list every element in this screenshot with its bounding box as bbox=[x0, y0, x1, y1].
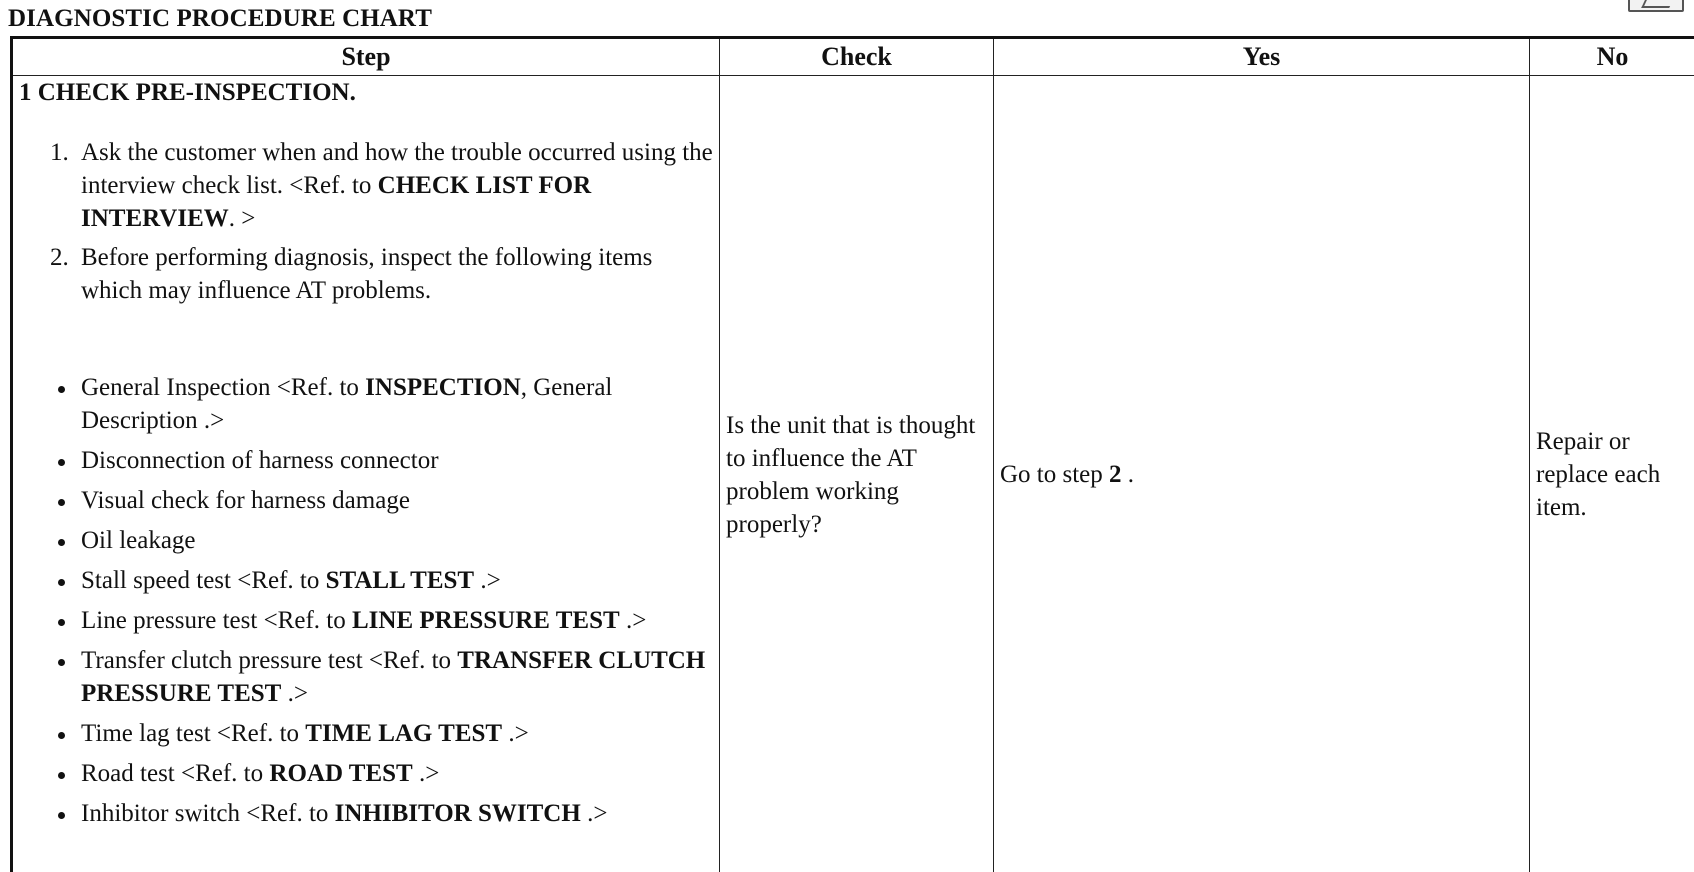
step-title: 1 CHECK PRE-INSPECTION. bbox=[19, 79, 356, 106]
list-item bbox=[75, 241, 719, 307]
item-text: Stall speed test <Ref. to bbox=[81, 567, 326, 594]
header-check: Check bbox=[720, 38, 994, 76]
list-item bbox=[75, 484, 719, 517]
list-item bbox=[75, 564, 719, 597]
item-text: Time lag test <Ref. to bbox=[81, 720, 306, 747]
list-item bbox=[75, 524, 719, 557]
item-text: General Inspection <Ref. to bbox=[81, 374, 366, 401]
list-item bbox=[75, 371, 719, 437]
table-row bbox=[12, 76, 1694, 872]
list-item bbox=[75, 136, 719, 235]
table-header-row bbox=[12, 38, 1694, 76]
header-no: No bbox=[1530, 38, 1694, 76]
item-text: .> bbox=[502, 720, 529, 747]
ref-link[interactable]: STALL TEST bbox=[325, 567, 475, 594]
numbered-instructions bbox=[19, 136, 719, 307]
ref-link[interactable]: TRANSFER CLUTCH PRESSURE TEST bbox=[81, 647, 706, 707]
item-text: .> bbox=[281, 680, 308, 707]
item-text: Transfer clutch pressure test <Ref. to bbox=[81, 647, 458, 674]
item-text: , General Description .> bbox=[81, 374, 613, 434]
yes-cell bbox=[994, 76, 1530, 872]
header-step: Step bbox=[12, 38, 720, 76]
ref-link[interactable]: INHIBITOR SWITCH bbox=[334, 800, 581, 827]
ref-link[interactable]: TIME LAG TEST bbox=[305, 720, 503, 747]
diagnostic-procedure-table bbox=[10, 36, 1694, 872]
item-text: Road test <Ref. to bbox=[81, 760, 270, 787]
item-text: Line pressure test <Ref. to bbox=[81, 607, 352, 634]
yes-text: . bbox=[1121, 461, 1135, 488]
book-icon[interactable] bbox=[1628, 0, 1684, 12]
item-text: Inhibitor switch <Ref. to bbox=[81, 800, 335, 827]
check-cell: Is the unit that is thought to influence the AT problem working properly? bbox=[720, 76, 994, 872]
list-item bbox=[75, 757, 719, 790]
ref-link[interactable]: ROAD TEST bbox=[269, 760, 413, 787]
list-item bbox=[75, 444, 719, 477]
list-item bbox=[75, 717, 719, 750]
step-cell bbox=[12, 76, 720, 872]
list-item bbox=[75, 797, 719, 830]
step-link[interactable]: 2 bbox=[1109, 461, 1122, 488]
page-title: DIAGNOSTIC PROCEDURE CHART bbox=[8, 5, 432, 32]
no-cell: Repair or replace each item. bbox=[1530, 76, 1694, 872]
item-text: .> bbox=[474, 567, 501, 594]
item-text: .> bbox=[412, 760, 440, 787]
item-text: Disconnection of harness connector bbox=[81, 447, 439, 474]
ref-link[interactable]: CHECK LIST FOR INTERVIEW bbox=[81, 172, 592, 232]
inspection-items bbox=[19, 371, 719, 830]
ref-link[interactable]: INSPECTION bbox=[365, 374, 521, 401]
header-yes: Yes bbox=[994, 38, 1530, 76]
item-text: .> bbox=[619, 607, 647, 634]
ref-link[interactable]: LINE PRESSURE TEST bbox=[351, 607, 620, 634]
item-text: Oil leakage bbox=[81, 527, 196, 554]
list-item bbox=[75, 604, 719, 637]
item-text: Before performing diagnosis, inspect the following items which may influence AT problems. bbox=[81, 244, 653, 304]
list-item bbox=[75, 644, 719, 710]
item-text: Ask the customer when and how the trouble occurred using the interview check list. <Ref. to bbox=[81, 139, 713, 199]
item-text: Visual check for harness damage bbox=[81, 487, 410, 514]
item-text: .> bbox=[580, 800, 608, 827]
yes-text: Go to step bbox=[1000, 461, 1110, 488]
item-text: . > bbox=[228, 205, 256, 232]
